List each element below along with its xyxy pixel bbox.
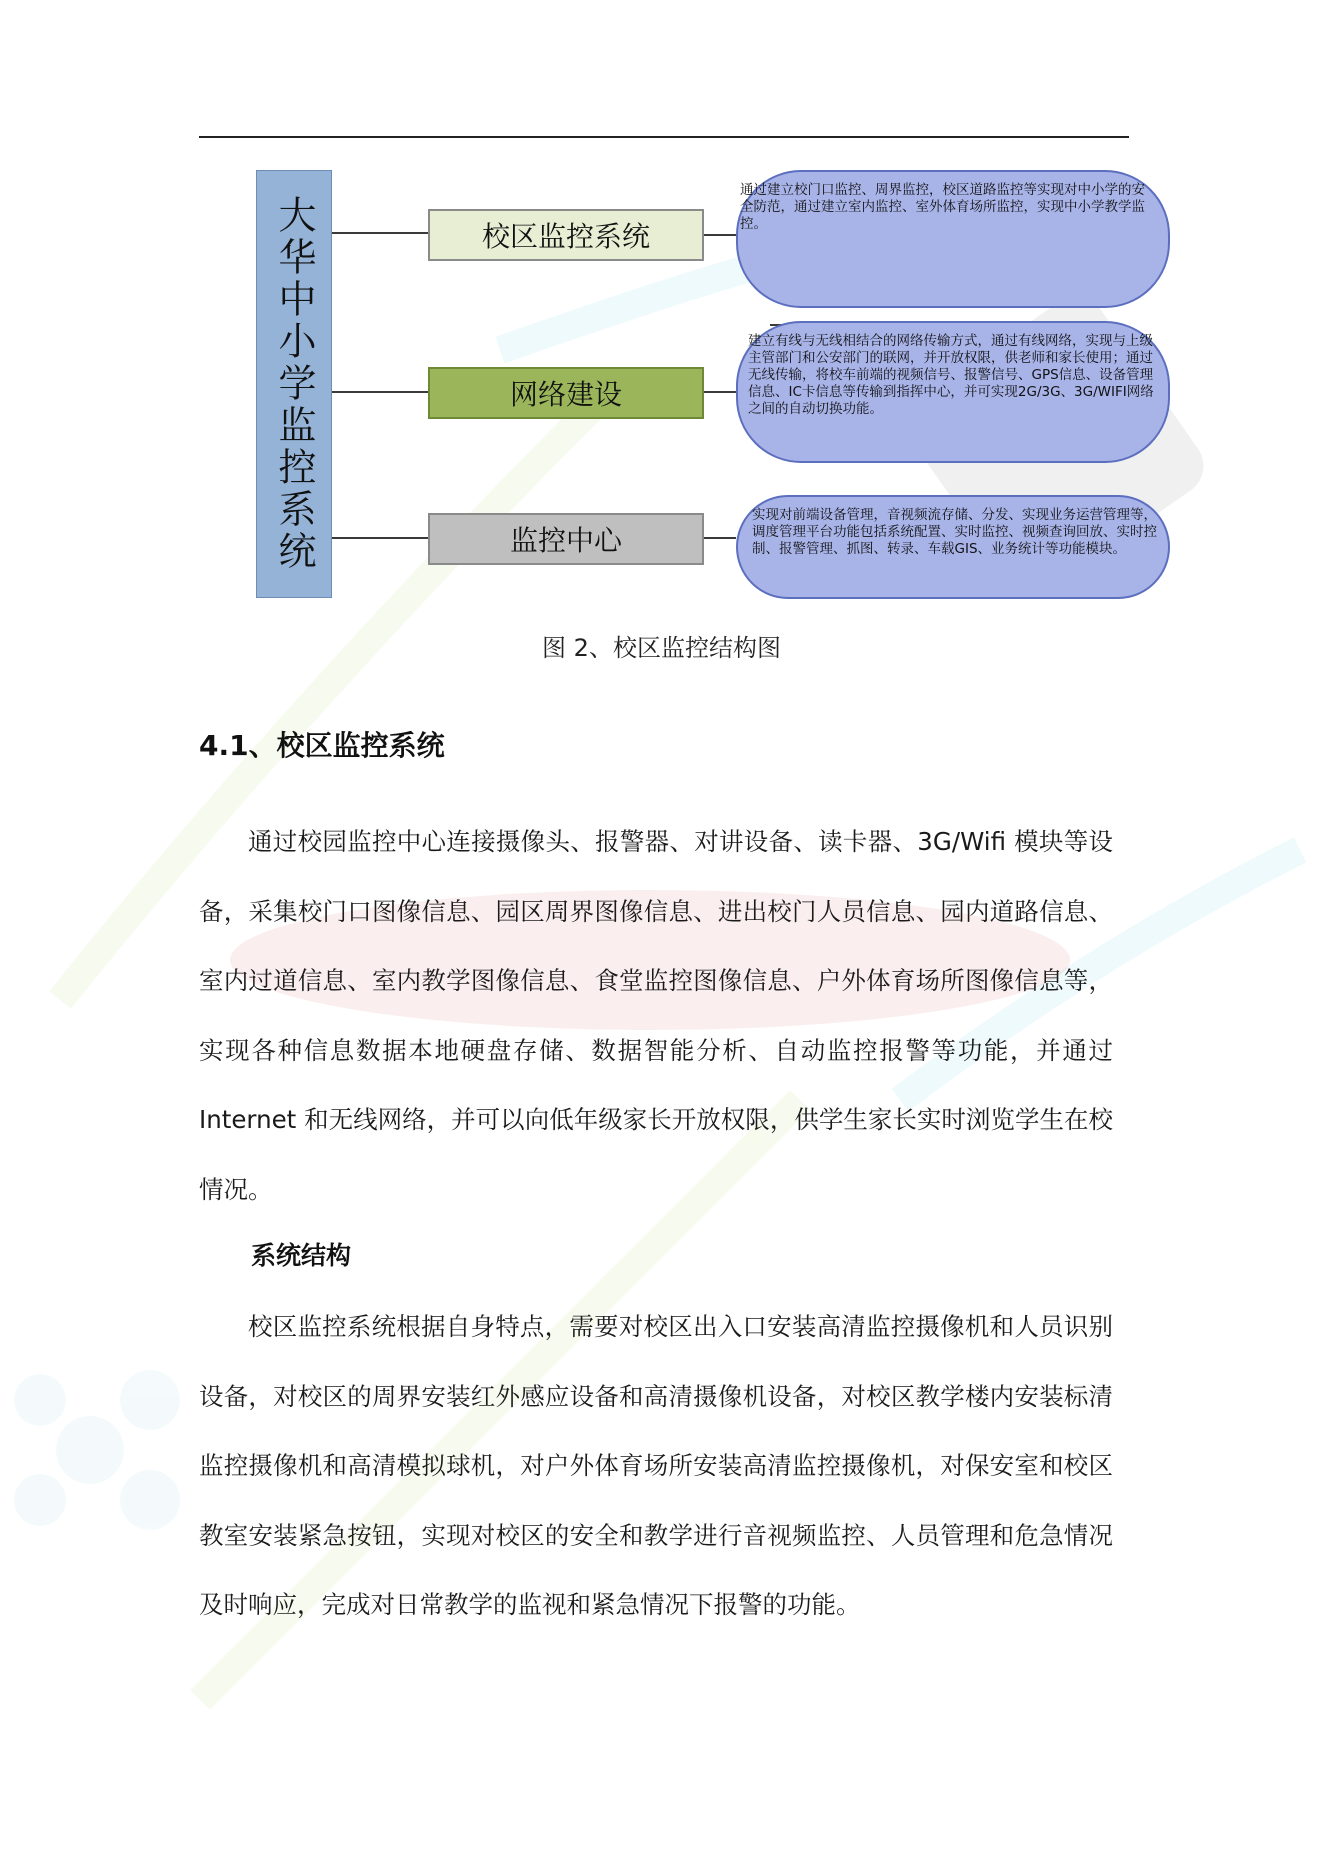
- structure-diagram: [0, 0, 1323, 620]
- figure-caption: 图 2、校区监控结构图: [542, 634, 781, 662]
- paragraph-intro: 通过校园监控中心连接摄像头、报警器、对讲设备、读卡器、3G/Wifi 模块等设备，采集校门口图像信息、园区周界图像信息、进出校门人员信息、园内道路信息、室内过道信息、室内教学图像信息、食堂监控图像信息、户外体育场所图像信息等，实现各种信息数据本地硬盘存储、数据智能分析、自动监控报警等功能，并通过 Internet 和无线网络，并可以向低年级家长开放权限，供学生家长实时浏览学生在校情况。: [199, 827, 1113, 1204]
- node-network-construction: 网络建设: [428, 367, 704, 419]
- desc-network-construction: 建立有线与无线相结合的网络传输方式，通过有线网络，实现与上级主管部门和公安部门的联网，并开放权限，供老师和家长使用；通过无线传输，将校车前端的视频信号、报警信号、GPS信息、设备管理信息、IC卡信息等传输到指挥中心，并可实现2G/3G、3G/WIFI网络之间的自动切换功能。: [736, 321, 1170, 463]
- subheading-system-structure: 系统结构: [251, 1241, 352, 1270]
- root-system-box: [256, 170, 332, 598]
- desc-monitoring-center: 实现对前端设备管理，音视频流存储、分发、实现业务运营管理等，调度管理平台功能包括系统配置、实时监控、视频查询回放、实时控制、报警管理、抓图、转录、车载GIS、业务统计等功能模块。: [736, 495, 1170, 599]
- root-system-title: 大华中小学监控系统: [272, 195, 316, 573]
- paragraph-structure: 校区监控系统根据自身特点，需要对校区出入口安装高清监控摄像机和人员识别设备，对校区的周界安装红外感应设备和高清摄像机设备，对校区教学楼内安装标清监控摄像机和高清模拟球机，对户外体育场所安装高清监控摄像机，对保安室和校区教室安装紧急按钮，实现对校区的安全和教学进行音视频监控、人员管理和危急情况及时响应，完成对日常教学的监视和紧急情况下报警的功能。: [199, 1312, 1113, 1620]
- section-heading: 4.1、校区监控系统: [199, 729, 445, 762]
- desc-campus-monitoring: 通过建立校门口监控、周界监控，校区道路监控等实现对中小学的安全防范，通过建立室内监控、室外体育场所监控，实现中小学教学监控。: [736, 170, 1170, 308]
- node-campus-monitoring: 校区监控系统: [428, 209, 704, 261]
- node-monitoring-center: 监控中心: [428, 513, 704, 565]
